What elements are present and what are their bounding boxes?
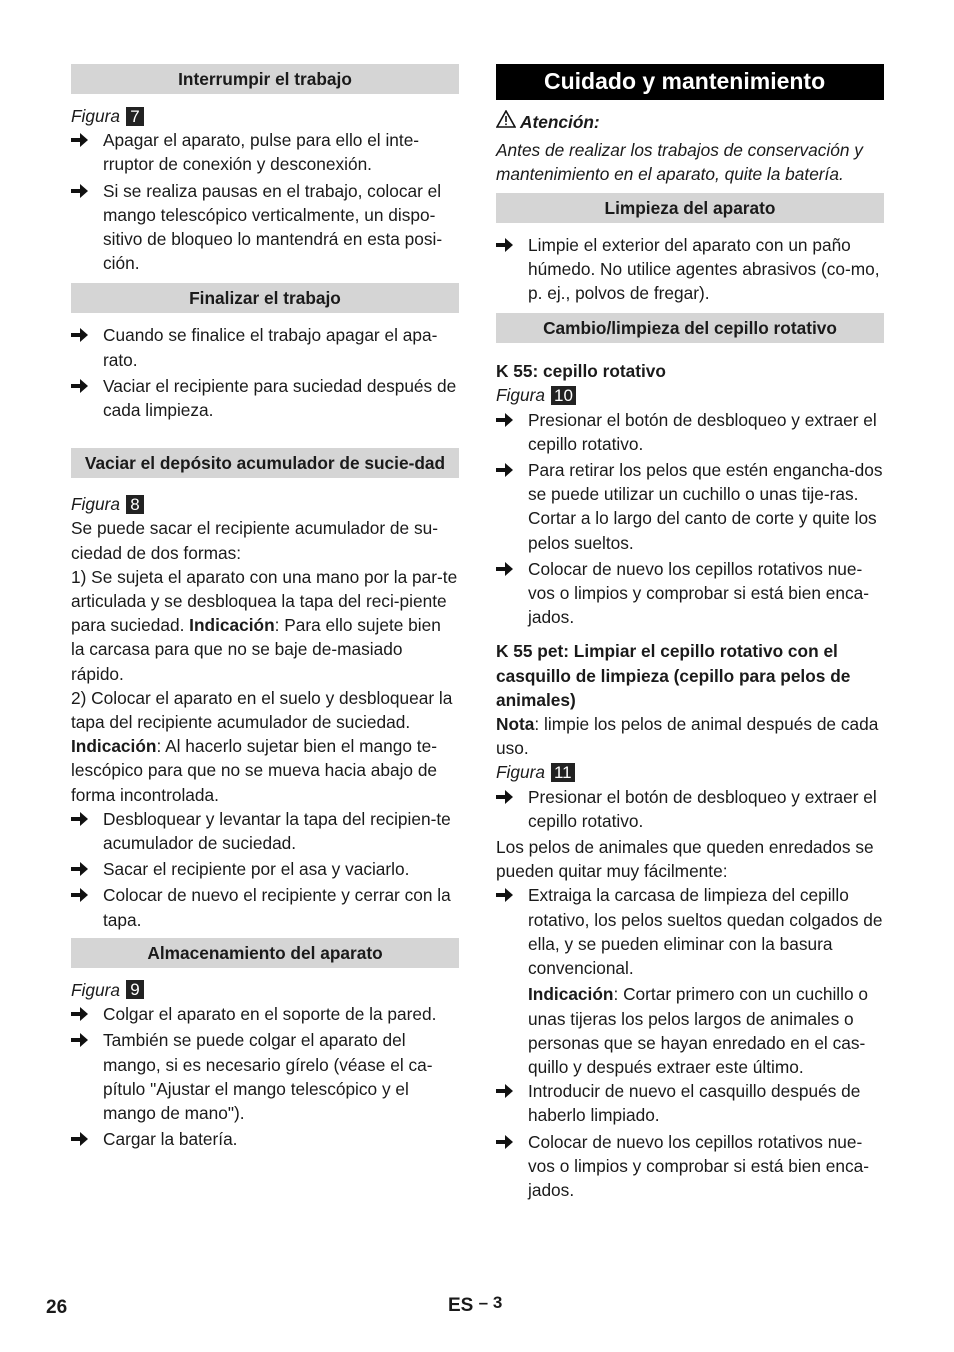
list-item: Colocar de nuevo los cepillos rotativos nue-vos o limpios y comprobar si está bien enca-jados. [496, 557, 884, 630]
list-item: Cuando se finalice el trabajo apagar el apa-rato. [71, 323, 459, 371]
section-heading-cepillo: Cambio/limpieza del cepillo rotativo [496, 313, 884, 343]
arrow-right-icon [496, 458, 528, 555]
list-item: Colocar de nuevo los cepillos rotativos nue-vos o limpios y comprobar si está bien enca-jados. [496, 1130, 884, 1203]
list-item: Colocar de nuevo el recipiente y cerrar con la tapa. [71, 883, 459, 931]
attention-label: Atención: [496, 110, 884, 134]
list-item: Para retirar los pelos que estén engancha-dos se puede utilizar un cuchillo o unas tije-ras. Cortar a lo largo del canto de corte y quite los pelos sueltos. [496, 458, 884, 555]
indicacion-paragraph: Indicación: Cortar primero con un cuchillo o unas tijeras los pelos largos de animales o personas que se hayan enredado en el cas-quillo y después extraer este último. [528, 984, 868, 1077]
warning-triangle-icon [496, 110, 520, 134]
list-item: Sacar el recipiente por el asa y vaciarlo. [71, 857, 459, 881]
arrow-right-icon [496, 408, 528, 456]
section-heading-finalizar: Finalizar el trabajo [71, 283, 459, 313]
arrow-right-icon [71, 883, 103, 931]
section-heading-limpieza: Limpieza del aparato [496, 193, 884, 223]
arrow-right-icon [71, 807, 103, 855]
paragraph: Se puede sacar el recipiente acumulador de su-ciedad de dos formas: [71, 518, 438, 563]
arrow-right-icon [71, 323, 103, 371]
paragraph: 1) Se sujeta el aparato con una mano por la par-te articulada y se desbloquea la tapa del reci-piente para suciedad. Indicación: Para ello sujete bien la carcasa para que no se baje de-masiado rápido. [71, 566, 458, 684]
arrow-right-icon [71, 1127, 103, 1151]
paragraph: Los pelos de animales que queden enredados se pueden quitar muy fácilmente: [496, 837, 874, 882]
subheading: K 55 pet: Limpiar el cepillo rotativo con el casquillo de limpieza (cepillo para pelos de animales) [496, 641, 851, 710]
list-item: Vaciar el recipiente para suciedad después de cada limpieza. [71, 374, 459, 422]
arrow-right-icon [496, 557, 528, 630]
attention-text: Antes de realizar los trabajos de conservación y mantenimiento en el aparato, quite la batería. [496, 140, 863, 185]
paragraph: 2) Colocar el aparato en el suelo y desbloquear la tapa del recipiente acumulador de suciedad. [71, 687, 453, 733]
arrow-right-icon [496, 1130, 528, 1203]
figure-ref-7: Figura 7 [71, 104, 459, 128]
figure-ref-10: Figura 10 [496, 383, 884, 407]
arrow-right-icon [71, 857, 103, 881]
figure-number-badge: 11 [551, 763, 575, 782]
list-item: Presionar el botón de desbloqueo y extraer el cepillo rotativo. [496, 408, 884, 456]
chapter-title: Cuidado y mantenimiento [496, 64, 884, 100]
list-item: Apagar el aparato, pulse para ello el inte-rruptor de conexión y desconexión. [71, 128, 459, 176]
list-item: Cargar la batería. [71, 1127, 459, 1151]
figure-number-badge: 8 [126, 495, 144, 514]
list-item: Presionar el botón de desbloqueo y extraer el cepillo rotativo. [496, 785, 884, 833]
section-heading-vaciar: Vaciar el depósito acumulador de sucie-dad [71, 448, 459, 478]
arrow-right-icon [71, 128, 103, 176]
figure-number-badge: 10 [551, 386, 576, 405]
figure-ref-9: Figura 9 [71, 978, 459, 1002]
arrow-right-icon [496, 233, 528, 306]
arrow-right-icon [71, 374, 103, 422]
subheading: K 55: cepillo rotativo [496, 361, 666, 382]
list-item: Introducir de nuevo el casquillo después de haberlo limpiado. [496, 1079, 884, 1127]
arrow-right-icon [71, 179, 103, 276]
arrow-right-icon [496, 883, 528, 980]
footer-lang-section: ES – 3 [448, 1293, 503, 1316]
list-item: Colgar el aparato en el soporte de la pared. [71, 1002, 459, 1026]
arrow-right-icon [496, 1079, 528, 1127]
arrow-right-icon [71, 1002, 103, 1026]
list-item: Desbloquear y levantar la tapa del recipien-te acumulador de suciedad. [71, 807, 459, 855]
right-column [496, 64, 884, 1204]
list-item: También se puede colgar el aparato del mango, si es necesario gírelo (véase el ca-pítulo "Ajustar el mango telescópico y el mango de mano"). [71, 1028, 459, 1125]
section-heading-almacenamiento: Almacenamiento del aparato [71, 938, 459, 968]
list-item: Extraiga la carcasa de limpieza del cepillo rotativo, los pelos sueltos quedan colgados de ella, y se pueden eliminar con la basura convencional. [496, 883, 884, 980]
page-number: 26 [46, 1297, 68, 1318]
figure-ref-11: Figura 11 [496, 760, 884, 784]
figure-ref-8: Figura 8 [71, 492, 459, 516]
figure-number-badge: 9 [126, 980, 144, 999]
arrow-right-icon [71, 1028, 103, 1125]
list-item: Si se realiza pausas en el trabajo, colocar el mango telescópico verticalmente, un dispo-sitivo de bloqueo lo mantendrá en esta posi-ción. [71, 179, 459, 276]
figure-number-badge: 7 [126, 107, 144, 126]
section-heading-interrumpir: Interrumpir el trabajo [71, 64, 459, 94]
list-item: Limpie el exterior del aparato con un paño húmedo. No utilice agentes abrasivos (co-mo, p. ej., polvos de fregar). [496, 233, 884, 306]
left-column [71, 64, 459, 1153]
arrow-right-icon [496, 785, 528, 833]
paragraph: Indicación: Al hacerlo sujetar bien el mango te-lescópico para que no se mueva hacia abajo de forma incontrolada. [71, 736, 438, 805]
note-paragraph: Nota: limpie los pelos de animal después de cada uso. [496, 714, 879, 759]
